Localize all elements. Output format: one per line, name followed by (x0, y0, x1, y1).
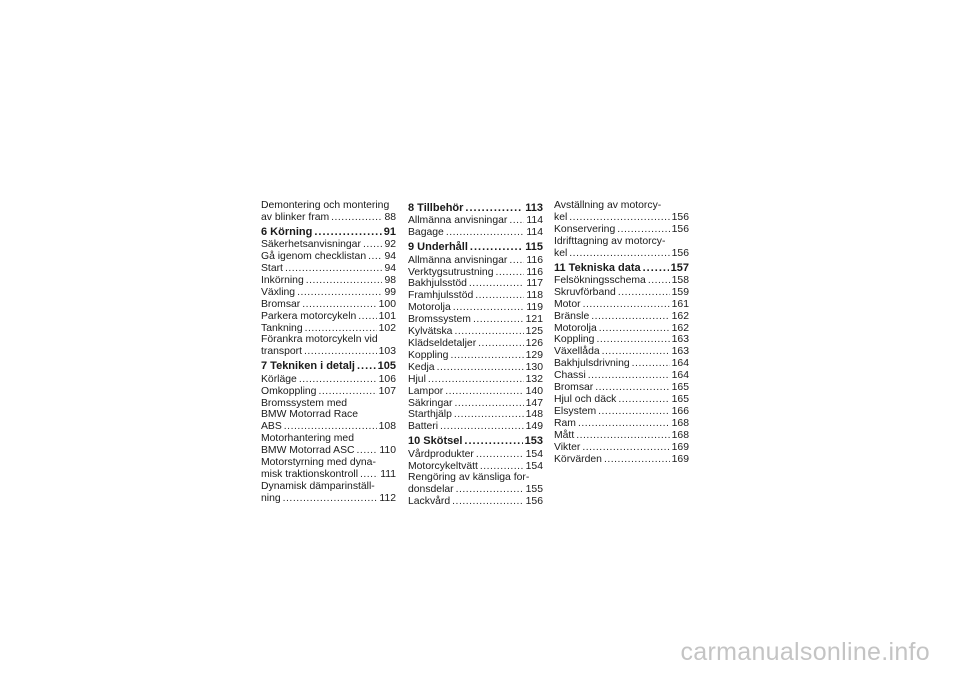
toc-entry (554, 275, 689, 287)
toc-dot-leader (569, 212, 669, 224)
toc-page-number: 111 (380, 468, 396, 480)
toc-page-number: 166 (671, 405, 689, 417)
toc-dot-leader (302, 299, 376, 311)
toc-dot-leader (509, 255, 524, 267)
toc-dot-leader (595, 382, 669, 394)
toc-entry (261, 323, 396, 335)
toc-entry (408, 409, 543, 421)
toc-entry-title: Växellåda (554, 346, 600, 358)
toc-entry-title: Lackvård (408, 496, 451, 508)
toc-entry-title: Motorcykeltvätt (408, 460, 478, 472)
toc-entry-title: Säkerhetsanvisningar (261, 239, 361, 251)
toc-page-number: 125 (525, 326, 543, 338)
toc-page-number: 155 (525, 484, 543, 496)
toc-entry-title: kel (554, 211, 568, 223)
toc-entry (261, 299, 396, 311)
toc-page-number: 102 (378, 322, 396, 334)
toc-page-number: 88 (384, 211, 396, 223)
toc-entry-title: Bromsar (554, 382, 594, 394)
toc-dot-leader (495, 267, 524, 279)
toc-page-number: 103 (378, 346, 396, 358)
toc-dot-leader (473, 314, 524, 326)
toc-chapter-heading (554, 262, 689, 274)
toc-entry (261, 398, 396, 410)
toc-entry-title: Verktygsutrustning (408, 266, 494, 278)
toc-page-number: 110 (379, 445, 396, 457)
toc-page-number: 114 (526, 227, 543, 239)
toc-page-number: 121 (525, 314, 543, 326)
toc-dot-leader (576, 430, 669, 442)
toc-chapter-heading (408, 435, 543, 447)
toc-page-number: 91 (383, 225, 396, 238)
toc-dot-leader (618, 287, 670, 299)
toc-entry-title: ning (261, 492, 281, 504)
toc-entry-title: 7 Tekniken i detalj (261, 360, 355, 373)
toc-dot-leader (452, 496, 523, 508)
toc-entry-title: Parkera motorcykeln (261, 310, 357, 322)
toc-dot-leader (318, 386, 376, 398)
toc-dot-leader (464, 435, 522, 447)
toc-entry (408, 461, 543, 473)
toc-entry-title: Ram (554, 417, 576, 429)
toc-entry-title: BMW Motorrad ASC (261, 445, 355, 457)
toc-dot-leader (331, 212, 382, 224)
toc-entry-title: Hjul och däck (554, 394, 617, 405)
toc-page-number: 156 (671, 247, 689, 259)
toc-page-number: 94 (384, 251, 396, 263)
toc-entry (554, 382, 689, 394)
toc-entry-title: transport (261, 346, 303, 358)
toc-page-number: 156 (525, 496, 543, 508)
toc-entry (408, 326, 543, 338)
toc-page-number: 99 (384, 286, 396, 298)
toc-page-number: 92 (384, 239, 396, 251)
toc-entry (261, 311, 396, 323)
toc-entry-title: Hjul (408, 373, 426, 385)
toc-entry (554, 418, 689, 430)
toc-entry (408, 338, 543, 350)
toc-entry-title: Säkringar (408, 397, 453, 409)
toc-page-number: 164 (671, 370, 689, 382)
toc-page-number: 115 (525, 241, 543, 254)
toc-entry-title: Bränsle (554, 310, 590, 322)
toc-entry-title: Motorhantering med (261, 433, 354, 445)
toc-entry (554, 346, 689, 358)
toc-entry-title: Motorolja (554, 322, 597, 334)
toc-entry (261, 287, 396, 299)
toc-entry (261, 445, 396, 457)
toc-entry (408, 278, 543, 290)
toc-dot-leader (437, 362, 524, 374)
toc-entry-title: Växling (261, 286, 296, 298)
toc-entry (554, 358, 689, 370)
toc-page-number: 156 (671, 223, 689, 235)
toc-dot-leader (284, 421, 377, 433)
toc-entry (554, 299, 689, 311)
toc-page-number: 98 (384, 274, 396, 286)
toc-entry-title: BMW Motorrad Race (261, 409, 359, 421)
toc-page-number: 126 (525, 337, 543, 349)
toc-entry-title: Felsökningsschema (554, 274, 646, 286)
toc-entry-title: 11 Tekniska data (554, 261, 641, 274)
toc-entry-title: Förankra motorcykeln vid (261, 334, 378, 346)
toc-dot-leader (446, 227, 525, 239)
toc-dot-leader (454, 326, 523, 338)
toc-chapter-heading (408, 241, 543, 253)
toc-page-number: 154 (525, 448, 543, 460)
toc-column-1 (261, 200, 396, 505)
toc-page-number: 118 (526, 290, 543, 302)
toc-page-number: 164 (671, 358, 689, 370)
toc-entry-title: Körläge (261, 373, 297, 385)
toc-entry (554, 454, 689, 466)
toc-page-number: 105 (377, 360, 396, 373)
toc-entry (261, 334, 396, 346)
toc-dot-leader (469, 278, 525, 290)
toc-entry-title: Motorolja (408, 302, 451, 314)
toc-dot-leader (285, 263, 382, 275)
toc-dot-leader (643, 262, 669, 274)
toc-page-number: 116 (526, 266, 543, 278)
toc-entry (408, 227, 543, 239)
toc-entry-title: Skruvförband (554, 286, 616, 298)
toc-page-number: 108 (378, 421, 396, 433)
toc-page-number: 156 (671, 211, 689, 223)
toc-entry-title: Dynamisk dämparinställ- (261, 480, 375, 492)
toc-entry (554, 287, 689, 299)
toc-page-number: 107 (378, 385, 396, 397)
toc-entry (554, 334, 689, 346)
toc-entry (554, 394, 689, 406)
toc-dot-leader (360, 469, 378, 481)
toc-column-2 (408, 200, 543, 508)
toc-entry-title: Chassi (554, 370, 586, 382)
toc-entry-title: Idrifttagning av motorcy- (554, 235, 666, 247)
toc-entry (554, 236, 689, 248)
toc-dot-leader (480, 461, 524, 473)
toc-entry-title: Start (261, 263, 283, 275)
toc-page-number: 149 (525, 421, 543, 433)
toc-column-3 (554, 200, 689, 465)
toc-entry-title: Tankning (261, 322, 303, 334)
toc-entry-title: Allmänna anvisningar (408, 215, 508, 227)
toc-entry (554, 370, 689, 382)
toc-dot-leader (599, 323, 670, 335)
toc-page-number: 157 (670, 261, 689, 274)
toc-entry-title: Bakhjulsdrivning (554, 358, 630, 370)
toc-entry (261, 409, 396, 421)
toc-page-number: 163 (671, 334, 689, 346)
toc-entry (261, 251, 396, 263)
toc-entry (261, 212, 396, 224)
toc-page-number: 100 (378, 298, 396, 310)
toc-entry-title: Gå igenom checklistan (261, 251, 367, 263)
toc-dot-leader (454, 398, 523, 410)
toc-entry (261, 386, 396, 398)
toc-page-number: 113 (525, 202, 543, 214)
toc-dot-leader (465, 202, 523, 214)
toc-entry (408, 290, 543, 302)
toc-entry-title: Motorstyrning med dyna- (261, 457, 376, 469)
toc-dot-leader (604, 454, 670, 466)
toc-page-number: 168 (671, 429, 689, 441)
toc-entry (408, 267, 543, 279)
toc-entry (261, 275, 396, 287)
toc-entry (554, 212, 689, 224)
toc-entry (408, 350, 543, 362)
toc-page-number: 130 (525, 361, 543, 373)
toc-dot-leader (456, 484, 524, 496)
toc-dot-leader (470, 241, 523, 253)
toc-entry-title: Allmänna anvisningar (408, 254, 508, 266)
toc-entry-title: Vikter (554, 441, 581, 453)
toc-dot-leader (440, 421, 524, 433)
toc-entry (408, 472, 543, 484)
toc-entry (408, 302, 543, 314)
toc-dot-leader (509, 215, 524, 227)
toc-entry-title: 9 Underhåll (408, 241, 468, 254)
toc-page-number: 162 (671, 322, 689, 334)
toc-page-number: 154 (525, 460, 543, 472)
toc-dot-leader (305, 323, 377, 335)
toc-entry (261, 263, 396, 275)
toc-entry (408, 215, 543, 227)
toc-entry (261, 469, 396, 481)
toc-dot-leader (297, 287, 382, 299)
toc-entry-title: kel (554, 247, 568, 259)
toc-entry (261, 481, 396, 493)
toc-entry-title: Bagage (408, 227, 444, 239)
toc-entry (408, 314, 543, 326)
toc-dot-leader (591, 311, 669, 323)
toc-dot-leader (475, 290, 524, 302)
toc-entry (261, 457, 396, 469)
toc-page-number: 101 (378, 310, 396, 322)
toc-entry (554, 311, 689, 323)
toc-dot-leader (450, 350, 523, 362)
toc-entry (554, 248, 689, 260)
toc-page-number: 140 (525, 385, 543, 397)
toc-entry-title: Motor (554, 298, 581, 310)
toc-entry-title: Bromssystem (408, 314, 471, 326)
toc-entry-title: Vårdprodukter (408, 448, 474, 460)
toc-entry-title: Omkoppling (261, 385, 317, 397)
toc-page-number: 119 (526, 302, 543, 314)
toc-dot-leader (476, 449, 524, 461)
toc-page-number: 129 (525, 349, 543, 361)
toc-page-number: 158 (671, 274, 689, 286)
toc-page-number: 114 (526, 215, 543, 227)
toc-entry (554, 406, 689, 418)
toc-page-number: 106 (378, 373, 396, 385)
toc-entry-title: Rengöring av känsliga for- (408, 472, 530, 484)
toc-dot-leader (582, 442, 669, 454)
toc-page-number: 147 (525, 397, 543, 409)
toc-entry-title: Kedja (408, 361, 435, 373)
toc-entry (408, 421, 543, 433)
toc-entry (261, 239, 396, 251)
toc-page-number: 165 (671, 382, 689, 394)
toc-entry-title: Demontering och montering (261, 200, 390, 211)
toc-page-number: 161 (671, 298, 689, 310)
toc-entry (408, 496, 543, 508)
toc-page-number: 165 (671, 394, 689, 405)
toc-page-number: 153 (524, 435, 543, 448)
toc-page-number: 116 (526, 254, 543, 266)
toc-dot-leader (569, 248, 669, 260)
toc-entry-title: donsdelar (408, 484, 454, 496)
toc-entry (408, 398, 543, 410)
toc-dot-leader (363, 239, 383, 251)
toc-entry (261, 346, 396, 358)
toc-entry-title: Mått (554, 429, 575, 441)
toc-entry-title: ABS (261, 421, 282, 433)
toc-entry-title: misk traktionskontroll (261, 468, 359, 480)
toc-dot-leader (632, 358, 670, 370)
toc-dot-leader (445, 386, 523, 398)
toc-dot-leader (583, 299, 670, 311)
toc-entry-title: 8 Tillbehör (408, 202, 464, 214)
toc-dot-leader (648, 275, 670, 287)
toc-entry-title: Elsystem (554, 405, 597, 417)
toc-entry-title: av blinker fram (261, 211, 330, 223)
toc-entry (554, 224, 689, 236)
toc-dot-leader (304, 346, 377, 358)
toc-entry-title: 10 Skötsel (408, 435, 463, 448)
toc-dot-leader (314, 226, 381, 238)
toc-entry (408, 449, 543, 461)
toc-dot-leader (368, 251, 382, 263)
toc-dot-leader (596, 334, 669, 346)
toc-dot-leader (617, 224, 669, 236)
toc-page-number: 94 (384, 263, 396, 275)
toc-page-number: 132 (525, 373, 543, 385)
toc-entry (261, 200, 396, 212)
toc-entry (408, 374, 543, 386)
toc-entry (261, 421, 396, 433)
watermark: carmanualsonline.info (680, 638, 930, 666)
toc-entry (261, 493, 396, 505)
toc-dot-leader (357, 445, 378, 457)
toc-entry (261, 433, 396, 445)
toc-page-number: 168 (671, 417, 689, 429)
toc-entry-title: Lampor (408, 385, 444, 397)
toc-dot-leader (283, 493, 378, 505)
toc-entry-title: Klädseldetaljer (408, 337, 477, 349)
toc-entry (261, 374, 396, 386)
toc-page-number: 162 (671, 310, 689, 322)
toc-entry-title: Inkörning (261, 274, 304, 286)
toc-chapter-heading (408, 202, 543, 214)
toc-entry-title: 6 Körning (261, 225, 313, 238)
toc-dot-leader (618, 394, 669, 406)
toc-entry-title: Batteri (408, 421, 439, 433)
toc-dot-leader (578, 418, 670, 430)
toc-entry-title: Bromsar (261, 298, 301, 310)
toc-dot-leader (602, 346, 670, 358)
toc-entry-title: Bakhjulsstöd (408, 278, 467, 290)
toc-chapter-heading (261, 226, 396, 238)
toc-entry-title: Bromssystem med (261, 397, 348, 409)
toc-dot-leader (357, 360, 376, 372)
toc-entry-title: Kylvätska (408, 326, 453, 338)
toc-page-number: 117 (526, 278, 543, 290)
toc-entry-title: Koppling (554, 334, 595, 346)
toc-page-number: 169 (671, 441, 689, 453)
toc-entry (408, 386, 543, 398)
toc-entry (408, 362, 543, 374)
toc-dot-leader (306, 275, 383, 287)
toc-dot-leader (428, 374, 524, 386)
toc-page-number: 159 (671, 286, 689, 298)
toc-dot-leader (358, 311, 376, 323)
toc-entry-title: Konservering (554, 223, 616, 235)
toc-entry-title: Koppling (408, 349, 449, 361)
toc-dot-leader (478, 338, 523, 350)
toc-entry (554, 442, 689, 454)
toc-entry (408, 255, 543, 267)
toc-page-number: 163 (671, 346, 689, 358)
toc-dot-leader (453, 302, 525, 314)
toc-entry (554, 200, 689, 212)
toc-page-number: 148 (525, 409, 543, 421)
toc-dot-leader (598, 406, 670, 418)
toc-chapter-heading (261, 360, 396, 372)
toc-page-number: 112 (379, 492, 396, 504)
toc-dot-leader (588, 370, 670, 382)
toc-entry-title: Framhjulsstöd (408, 290, 474, 302)
toc-entry-title: Avställning av motorcy- (554, 200, 662, 211)
toc-entry (554, 430, 689, 442)
toc-dot-leader (454, 409, 524, 421)
toc-entry (408, 484, 543, 496)
toc-entry-title: Körvärden (554, 453, 602, 465)
toc-page-number: 169 (671, 453, 689, 465)
toc-dot-leader (299, 374, 377, 386)
toc-entry (554, 323, 689, 335)
toc-entry-title: Starthjälp (408, 409, 452, 421)
